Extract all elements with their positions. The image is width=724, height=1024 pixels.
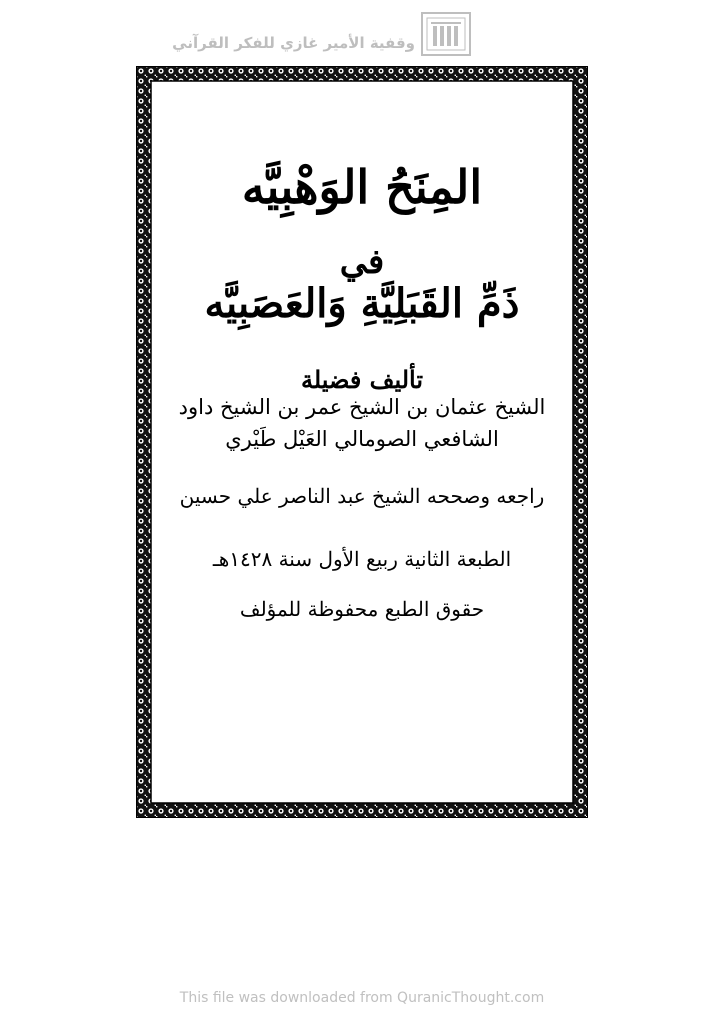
author-intro: تأليف فضيلة: [300, 365, 424, 394]
header-logo: [172, 8, 505, 60]
reviewer-line: راجعه وصححه الشيخ عبد الناصر علي حسين: [179, 484, 545, 508]
edition-line: الطبعة الثانية ربيع الأول سنة ١٤٢٨هـ: [212, 547, 512, 571]
logo-emblem-icon: [421, 12, 471, 56]
author-name-line1: الشيخ عثمان بن الشيخ عمر بن الشيخ داود: [178, 395, 546, 419]
author-name-line2: الشافعي الصومالي العَيْل طَيْري: [225, 427, 499, 451]
download-footer: This file was downloaded from QuranicThought.com: [179, 990, 545, 1006]
title-connector: في: [339, 242, 385, 282]
logo-text: وقفية الأمير غازي للفكر القرآني: [172, 34, 415, 52]
title-page: [152, 82, 572, 802]
rights-line: حقوق الطبع محفوظة للمؤلف: [239, 597, 485, 621]
book-title: المِنَحُ الوَهْبِيَّه: [241, 160, 483, 214]
book-subtitle: ذَمِّ القَبَلِيَّةِ وَالعَصَبِيَّه: [204, 280, 520, 327]
